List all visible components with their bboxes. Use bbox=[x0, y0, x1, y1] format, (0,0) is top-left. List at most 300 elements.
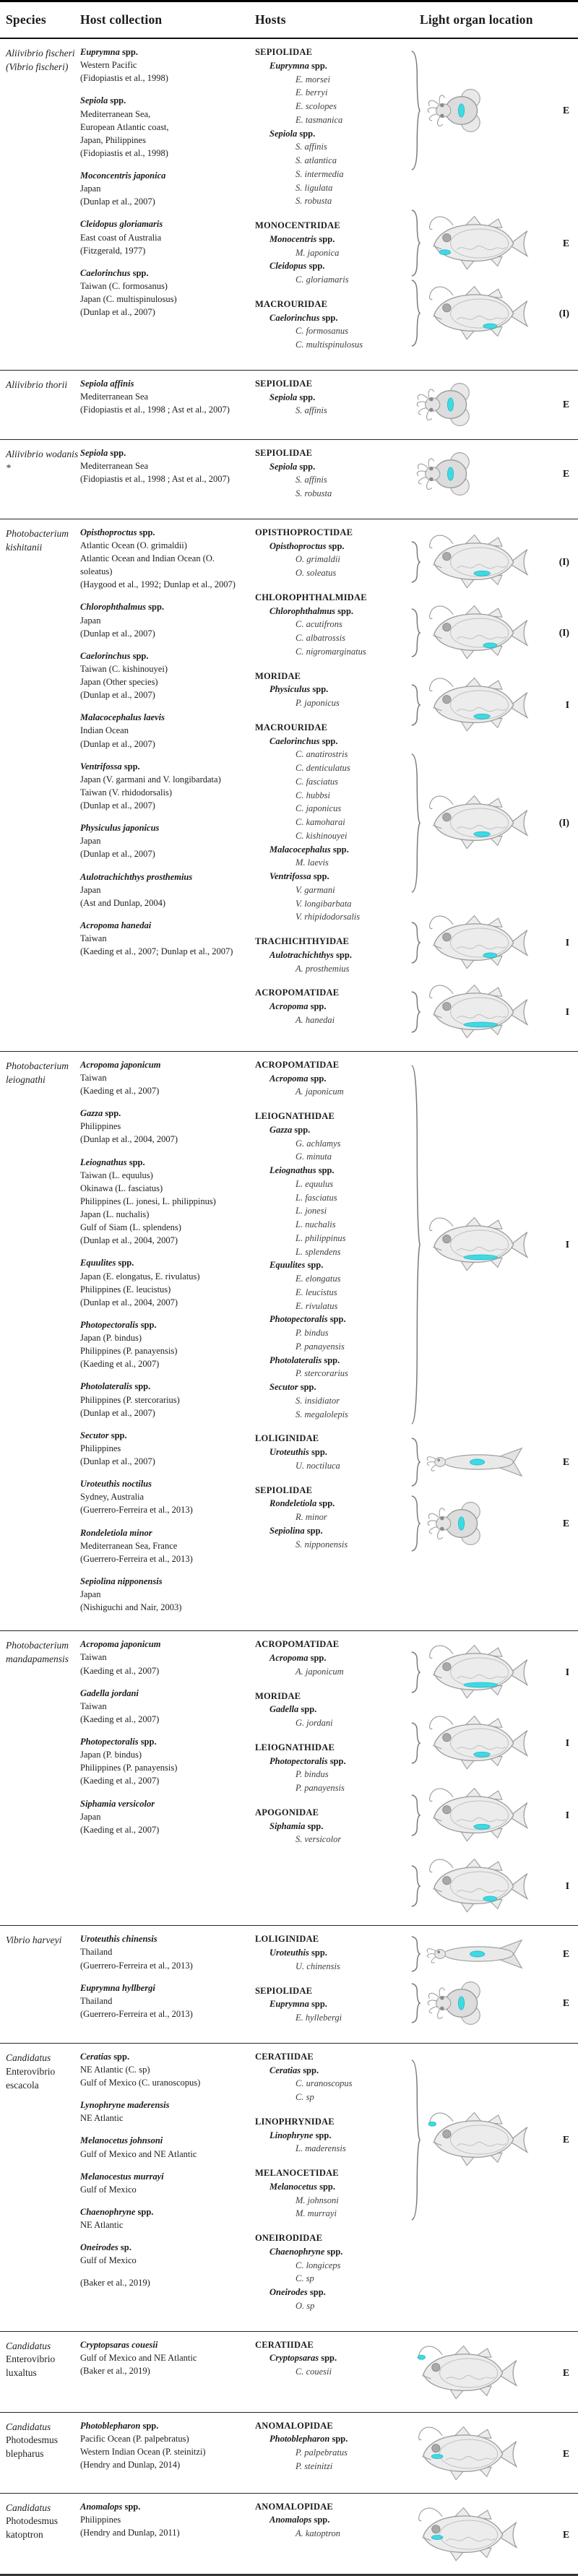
collection-detail-line: Japan bbox=[80, 836, 101, 847]
light-organ-type-label: E bbox=[562, 2447, 569, 2459]
bracket-icon bbox=[410, 1935, 420, 1973]
genus-name-line bbox=[255, 1946, 408, 1960]
genus-suffix: spp. bbox=[319, 312, 338, 323]
collection-detail-line: (Hendry and Dunlap, 2014) bbox=[80, 2459, 181, 2470]
fish-icon bbox=[424, 601, 531, 665]
collection-detail-line: Taiwan (C. formosanus) bbox=[80, 280, 168, 291]
species-name-line: Photodesmus bbox=[6, 2434, 59, 2446]
collection-detail-line: Philippines (P. panayensis) bbox=[80, 1763, 178, 1773]
light-organ-type-label: E bbox=[562, 1517, 569, 1529]
collection-name-line bbox=[80, 526, 248, 539]
fish-icon bbox=[424, 791, 531, 855]
collection-detail-line: (Kaeding et al., 2007) bbox=[80, 1713, 160, 1724]
genus-name-line bbox=[255, 1755, 408, 1768]
host-collection-entry bbox=[80, 1735, 255, 1788]
genus-suffix: spp. bbox=[327, 1314, 346, 1325]
species-name-line: katoptron bbox=[6, 2529, 43, 2541]
collection-detail-line: Japan bbox=[80, 1811, 101, 1822]
fish-icon bbox=[413, 2503, 520, 2567]
genus-name-line bbox=[255, 1072, 408, 1086]
host-species-line: L. maderensis bbox=[296, 2143, 346, 2154]
light-organ-entry bbox=[410, 2503, 575, 2567]
collection-detail-line: (Kaeding et al., 2007) bbox=[80, 1086, 160, 1096]
fish-illustration bbox=[424, 1213, 531, 1276]
host-family-block bbox=[255, 219, 408, 287]
bracket-icon bbox=[410, 1437, 420, 1487]
host-species-line: S. megalolepis bbox=[296, 1409, 348, 1419]
hosts-cell bbox=[255, 2338, 408, 2405]
host-family-block bbox=[255, 2166, 408, 2221]
host-species-line: M. murrayi bbox=[296, 2208, 337, 2219]
host-species-line: G. achlamys bbox=[296, 1138, 341, 1149]
bobtail-squid-illustration bbox=[413, 449, 480, 498]
host-group-bracket bbox=[410, 1495, 420, 1552]
host-family-block bbox=[255, 2231, 408, 2313]
host-collection-entry bbox=[80, 2170, 255, 2196]
host-collection-entry bbox=[80, 2134, 255, 2160]
collection-genus: Rondeletiola minor bbox=[80, 1527, 152, 1538]
host-collection-cell bbox=[80, 2419, 255, 2486]
host-collection-entry bbox=[80, 711, 255, 750]
species-name-cell bbox=[6, 1638, 80, 1918]
genus-suffix: spp. bbox=[305, 1820, 324, 1831]
light-organ-cell bbox=[408, 377, 575, 432]
collection-name-line bbox=[80, 94, 248, 107]
collection-suffix: spp. bbox=[111, 2051, 130, 2062]
host-species-line: R. minor bbox=[296, 1512, 327, 1522]
bobtail-squid-icon bbox=[424, 86, 491, 135]
host-collection-entry bbox=[80, 267, 255, 319]
host-species-line: U. chinensis bbox=[296, 1961, 340, 1971]
collection-detail-line: Gulf of Mexico and NE Atlantic bbox=[80, 2148, 197, 2159]
genus-suffix: spp. bbox=[319, 735, 338, 746]
collection-detail-line: Taiwan bbox=[80, 1652, 107, 1663]
genus-name-line bbox=[255, 2180, 408, 2194]
collection-genus: Acropoma japonicum bbox=[80, 1059, 161, 1070]
species-name-line: Photodesmus bbox=[6, 2515, 59, 2527]
host-species-line: P. palpebratus bbox=[296, 2447, 348, 2458]
genus-suffix: spp. bbox=[308, 1073, 327, 1084]
collection-detail-line: (Dunlap et al., 2004, 2007) bbox=[80, 1297, 178, 1308]
genus-name-line bbox=[255, 843, 408, 857]
collection-detail-line: (Dunlap et al., 2007) bbox=[80, 690, 155, 701]
collection-genus: Acropoma japonicum bbox=[80, 1639, 161, 1650]
fish-illustration bbox=[424, 1854, 531, 1918]
collection-genus: Moconcentris japonica bbox=[80, 170, 166, 181]
genus-suffix: spp. bbox=[308, 1001, 327, 1011]
host-family-block bbox=[255, 2115, 408, 2156]
collection-name-line bbox=[80, 267, 248, 280]
collection-detail-line: Japan bbox=[80, 1589, 101, 1599]
collection-name-line bbox=[80, 1429, 248, 1442]
collection-detail-line: Taiwan (L. equulus) bbox=[80, 1170, 153, 1180]
host-family-block bbox=[255, 1638, 408, 1678]
fish-illustration bbox=[424, 1641, 531, 1704]
host-family-block bbox=[255, 670, 408, 710]
species-name-line: Candidatus bbox=[6, 2421, 51, 2432]
host-species-line: A. japonicum bbox=[296, 1666, 344, 1677]
host-species-line: C. nigromarginatus bbox=[296, 646, 366, 657]
species-name-cell bbox=[6, 1058, 80, 1624]
collection-detail-line: (Fitzgerald, 1977) bbox=[80, 245, 146, 256]
family-name: OPISTHOPROCTIDAE bbox=[255, 527, 353, 537]
light-organ-type-label: I bbox=[565, 1737, 569, 1749]
genus-name-line bbox=[255, 59, 408, 73]
collection-name-line bbox=[80, 1318, 248, 1331]
genus-suffix: spp. bbox=[298, 1382, 316, 1392]
collection-genus: Oneirodes bbox=[80, 2242, 118, 2253]
host-group-bracket bbox=[410, 921, 420, 964]
host-species-line: C. kishinouyei bbox=[296, 830, 348, 841]
collection-name-line bbox=[80, 1638, 248, 1651]
host-species-line: U. noctiluca bbox=[296, 1460, 340, 1471]
host-collection-entry bbox=[80, 2276, 255, 2289]
collection-detail-line: (Dunlap et al., 2007) bbox=[80, 1456, 155, 1466]
host-collection-cell bbox=[80, 1638, 255, 1918]
collection-name-line bbox=[80, 1687, 248, 1700]
host-species-line: S. intermedia bbox=[296, 168, 344, 179]
collection-name-line bbox=[80, 711, 248, 724]
collection-name-line bbox=[80, 1575, 248, 1588]
genus-name: Sepiola bbox=[269, 128, 298, 139]
fish-illustration bbox=[413, 2422, 520, 2486]
host-group-bracket bbox=[410, 1794, 420, 1837]
collection-genus: Uroteuthis chinensis bbox=[80, 1934, 158, 1945]
collection-detail-line: Taiwan (V. rhidodorsalis) bbox=[80, 787, 172, 798]
fish-illustration bbox=[424, 1711, 531, 1775]
genus-name: Anomalops bbox=[269, 2515, 312, 2525]
collection-detail-line: Japan (P. bindus) bbox=[80, 1750, 142, 1760]
host-collection-entry bbox=[80, 46, 255, 85]
genus-suffix: spp. bbox=[311, 871, 329, 881]
host-species-line: G. minuta bbox=[296, 1151, 332, 1162]
species-section bbox=[0, 2494, 578, 2575]
table-body bbox=[0, 39, 578, 2575]
genus-suffix: spp. bbox=[309, 1447, 327, 1457]
host-family-block bbox=[255, 1984, 408, 2025]
host-species-line: C. sp bbox=[296, 2092, 314, 2102]
collection-detail-line: Japan bbox=[80, 183, 101, 194]
collection-detail-line: Indian Ocean bbox=[80, 725, 129, 736]
collection-detail-line: Atlantic Ocean and Indian Ocean (O. bbox=[80, 553, 215, 563]
light-organ-type-label: E bbox=[562, 1997, 569, 2009]
host-species-line: L. jonesi bbox=[296, 1206, 327, 1216]
genus-name: Cryptopsaras bbox=[269, 2353, 319, 2364]
bracket-icon bbox=[410, 921, 420, 964]
host-collection-cell bbox=[80, 2500, 255, 2567]
fish-illustration bbox=[413, 2341, 520, 2405]
genus-name: Ventrifossa bbox=[269, 871, 311, 881]
light-organ-entry bbox=[410, 209, 575, 277]
light-organ-type-label: E bbox=[562, 2528, 569, 2540]
fish-icon bbox=[424, 980, 531, 1044]
genus-name-line bbox=[255, 1313, 408, 1326]
host-group-bracket bbox=[410, 2059, 420, 2221]
collection-suffix: spp. bbox=[119, 47, 138, 57]
loliginid-squid-icon bbox=[424, 1935, 524, 1973]
col-header-hosts: Hosts bbox=[255, 12, 286, 27]
genus-suffix: spp. bbox=[335, 605, 354, 616]
collection-detail-line: Thailand bbox=[80, 1995, 113, 2006]
collection-detail-line: (Guerrero-Ferreira et al., 2013) bbox=[80, 1505, 193, 1516]
genus-suffix: spp. bbox=[316, 233, 335, 244]
fish-illustration bbox=[413, 2503, 520, 2567]
collection-genus: Gazza bbox=[80, 1108, 103, 1119]
host-species-line: C. gloriamaris bbox=[296, 275, 349, 285]
host-collection-cell bbox=[80, 1932, 255, 2036]
family-name: LOLIGINIDAE bbox=[255, 1934, 319, 1945]
family-name: LINOPHRYNIDAE bbox=[255, 2116, 335, 2127]
collection-genus: Photolateralis bbox=[80, 1381, 133, 1392]
genus-name: Melanocetus bbox=[269, 2181, 317, 2192]
genus-suffix: spp. bbox=[292, 1124, 311, 1135]
species-name-line: mandapamensis bbox=[6, 1654, 69, 1665]
host-species-line: L. equulus bbox=[296, 1178, 334, 1189]
host-species-line: A. hanedai bbox=[296, 1014, 335, 1025]
light-organ-type-label: I bbox=[565, 936, 569, 948]
genus-suffix: spp. bbox=[309, 60, 327, 71]
collection-detail-line: Taiwan (C. kishinouyei) bbox=[80, 663, 168, 674]
collection-detail-line: Philippines bbox=[80, 1443, 121, 1453]
species-name-line: blepharus bbox=[6, 2448, 44, 2460]
host-collection-entry bbox=[80, 1687, 255, 1726]
collection-genus: Euprymna hyllbergi bbox=[80, 1982, 155, 1993]
collection-name-line bbox=[80, 2050, 248, 2063]
genus-name: Cleidopus bbox=[269, 261, 307, 272]
host-species-line: E. tasmanica bbox=[296, 114, 343, 125]
collection-detail-line: (Kaeding et al., 2007) bbox=[80, 1359, 160, 1370]
family-name: LEIOGNATHIDAE bbox=[255, 1742, 335, 1752]
light-organ-cell bbox=[408, 446, 575, 511]
genus-name-line bbox=[255, 2286, 408, 2299]
light-organ-type-label: I bbox=[565, 1238, 569, 1250]
bracket-icon bbox=[410, 683, 420, 727]
collection-name-line bbox=[80, 2099, 248, 2112]
collection-detail-line: NE Atlantic bbox=[80, 2220, 124, 2230]
host-species-line: S. affinis bbox=[296, 475, 327, 485]
collection-detail-line: Pacific Ocean (P. palpebratus) bbox=[80, 2433, 189, 2444]
host-collection-cell bbox=[80, 46, 255, 363]
genus-suffix: spp. bbox=[297, 392, 316, 402]
genus-name-line bbox=[255, 460, 408, 474]
genus-name: Euprymna bbox=[269, 1999, 309, 2010]
collection-detail-line: Gulf of Mexico (C. uranoscopus) bbox=[80, 2078, 201, 2088]
collection-genus: Acropoma hanedai bbox=[80, 920, 152, 930]
host-family-block bbox=[255, 446, 408, 501]
genus-name-line bbox=[255, 2351, 408, 2365]
collection-detail-line: Okinawa (L. fasciatus) bbox=[80, 1183, 163, 1193]
host-species-line: C. formosanus bbox=[296, 326, 348, 337]
genus-name-line bbox=[255, 1354, 408, 1367]
bracket-icon bbox=[410, 1651, 420, 1694]
collection-detail-line: Philippines bbox=[80, 2514, 121, 2525]
collection-genus: Leiognathus bbox=[80, 1157, 127, 1167]
fish-icon bbox=[424, 911, 531, 974]
collection-detail-line: (Haygood et al., 1992; Dunlap et al., 2007) bbox=[80, 579, 236, 590]
genus-name-line bbox=[255, 127, 408, 141]
collection-detail-line: Philippines bbox=[80, 1121, 121, 1132]
host-species-line: C. japonicus bbox=[296, 803, 342, 814]
genus-name-line bbox=[255, 1997, 408, 2011]
genus-name: Rondeletiola bbox=[269, 1498, 317, 1509]
fish-icon bbox=[413, 2341, 520, 2405]
host-species-line: C. uranoscopus bbox=[296, 2078, 353, 2089]
hosts-cell bbox=[255, 446, 408, 511]
collection-name-line bbox=[80, 2241, 248, 2254]
collection-suffix: spp. bbox=[138, 1319, 157, 1330]
collection-detail-line: Mediterranean Sea, bbox=[80, 108, 151, 119]
light-organ-entry bbox=[410, 1495, 575, 1552]
family-name: LEIOGNATHIDAE bbox=[255, 1111, 335, 1121]
squid-illustration bbox=[424, 1443, 524, 1481]
family-name: ACROPOMATIDAE bbox=[255, 1059, 340, 1070]
host-family-block bbox=[255, 298, 408, 352]
host-collection-entry bbox=[80, 94, 255, 160]
host-collection-cell bbox=[80, 2050, 255, 2324]
fish-illustration bbox=[424, 601, 531, 665]
collection-genus: Chlorophthalmus bbox=[80, 602, 147, 613]
host-collection-entry bbox=[80, 1429, 255, 1468]
light-organ-entry bbox=[410, 1711, 575, 1775]
host-species-line: C. albatrossis bbox=[296, 633, 346, 643]
host-collection-entry bbox=[80, 1981, 255, 2020]
host-species-line: P. japonicus bbox=[296, 698, 340, 708]
genus-suffix: spp. bbox=[309, 1999, 327, 2010]
collection-detail-line: Japan (C. multispinulosus) bbox=[80, 294, 177, 304]
light-organ-type-label: (I) bbox=[558, 307, 569, 319]
collection-detail-line: (Dunlap et al., 2004, 2007) bbox=[80, 1235, 178, 1246]
host-species-line: S. versicolor bbox=[296, 1834, 342, 1845]
light-organ-cell bbox=[408, 2419, 575, 2486]
collection-detail-line: (Dunlap et al., 2007) bbox=[80, 628, 155, 639]
collection-detail-line: (Fidopiastis et al., 1998) bbox=[80, 73, 168, 84]
species-name-cell bbox=[6, 446, 80, 511]
fish-illustration bbox=[424, 2108, 531, 2171]
collection-name-line bbox=[80, 169, 248, 182]
collection-detail-line: (Nishiguchi and Nair, 2003) bbox=[80, 1602, 182, 1613]
collection-detail-line: (Dunlap et al., 2007) bbox=[80, 800, 155, 811]
host-species-line: S. insidiator bbox=[296, 1395, 340, 1406]
host-group-bracket bbox=[410, 608, 420, 658]
host-species-line: V. rhipidodorsalis bbox=[296, 912, 361, 922]
genus-suffix: spp. bbox=[297, 461, 316, 472]
fish-illustration bbox=[424, 1784, 531, 1847]
collection-genus: Siphamia versicolor bbox=[80, 1798, 155, 1809]
host-collection-entry bbox=[80, 2419, 255, 2472]
genus-name-line bbox=[255, 948, 408, 962]
fish-illustration bbox=[424, 791, 531, 855]
genus-name-line bbox=[255, 233, 408, 246]
genus-name: Acropoma bbox=[269, 1653, 309, 1663]
collection-detail-line: (Guerrero-Ferreira et al., 2013) bbox=[80, 1553, 193, 1564]
family-name: SEPIOLIDAE bbox=[255, 447, 313, 458]
collection-detail-line: Japan bbox=[80, 615, 101, 626]
host-group-bracket bbox=[410, 1064, 420, 1425]
hosts-cell bbox=[255, 46, 408, 363]
table-bottom-rule bbox=[0, 2575, 578, 2576]
light-organ-entry bbox=[410, 1784, 575, 1847]
host-collection-entry bbox=[80, 1526, 255, 1565]
light-organ-cell bbox=[408, 526, 575, 1044]
family-name: TRACHICHTHYIDAE bbox=[255, 936, 350, 946]
genus-name-line bbox=[255, 311, 408, 325]
genus-name: Acropoma bbox=[269, 1001, 309, 1011]
collection-detail-line: (Ast and Dunlap, 2004) bbox=[80, 897, 166, 908]
collection-genus: Uroteuthis noctilus bbox=[80, 1479, 152, 1490]
family-name: MORIDAE bbox=[255, 670, 301, 681]
genus-name-line bbox=[255, 1651, 408, 1665]
light-organ-entry bbox=[410, 50, 575, 171]
collection-detail-line: Philippines (P. stercorarius) bbox=[80, 1394, 180, 1405]
hosts-cell bbox=[255, 2419, 408, 2486]
host-family-block bbox=[255, 1932, 408, 1973]
host-group-bracket bbox=[410, 540, 420, 584]
species-name-line: Candidatus bbox=[6, 2502, 51, 2513]
genus-suffix: spp. bbox=[326, 540, 345, 551]
host-species-line: S. affinis bbox=[296, 142, 327, 152]
bracket-icon bbox=[410, 1721, 420, 1765]
collection-detail-line: Japan (E. elongatus, E. rivulatus) bbox=[80, 1271, 200, 1281]
bracket-icon bbox=[410, 753, 420, 894]
light-organ-entry bbox=[410, 530, 575, 594]
hosts-cell bbox=[255, 526, 408, 1044]
genus-suffix: spp. bbox=[327, 1755, 346, 1766]
collection-detail-line: Philippines (L. jonesi, L. philippinus) bbox=[80, 1196, 216, 1206]
genus-name: Opisthoproctus bbox=[269, 540, 327, 551]
loliginid-squid-icon bbox=[424, 1443, 524, 1481]
fish-icon bbox=[424, 530, 531, 594]
genus-name: Photoblepharon bbox=[269, 2434, 330, 2445]
genus-name-line bbox=[255, 391, 408, 405]
species-name-cell bbox=[6, 2050, 80, 2324]
collection-detail-line: (Baker et al., 2019) bbox=[80, 2365, 150, 2376]
collection-name-line bbox=[80, 1477, 248, 1490]
collection-suffix: spp. bbox=[103, 1108, 121, 1119]
host-collection-entry bbox=[80, 169, 255, 208]
bobtail-squid-illustration bbox=[424, 1499, 491, 1548]
host-collection-entry bbox=[80, 2205, 255, 2231]
collection-detail-line: Mediterranean Sea bbox=[80, 460, 149, 471]
fish-icon bbox=[424, 1641, 531, 1704]
collection-name-line bbox=[80, 2419, 248, 2432]
collection-suffix: spp. bbox=[130, 267, 149, 278]
host-collection-entry bbox=[80, 1575, 255, 1614]
bracket-icon bbox=[410, 1794, 420, 1837]
host-family-block bbox=[255, 1484, 408, 1552]
host-species-line: E. morsei bbox=[296, 74, 330, 85]
host-collection-entry bbox=[80, 1318, 255, 1371]
species-name-line: kishitanii bbox=[6, 541, 43, 553]
light-organ-type-label: (I) bbox=[558, 817, 569, 829]
host-species-line: S. robusta bbox=[296, 196, 332, 207]
species-section bbox=[0, 2413, 578, 2494]
light-organ-type-label: I bbox=[565, 1810, 569, 1821]
species-name-line: Aliivibrio fischeri bbox=[6, 48, 75, 59]
genus-name: Chaenophryne bbox=[269, 2246, 325, 2257]
family-name: APOGONIDAE bbox=[255, 1807, 319, 1818]
collection-suffix: spp. bbox=[121, 761, 140, 771]
collection-detail-line: (Kaeding et al., 2007; Dunlap et al., 2007) bbox=[80, 946, 233, 957]
collection-genus: Cleidopus gloriamaris bbox=[80, 219, 163, 230]
light-organ-entry bbox=[410, 601, 575, 665]
collection-detail-line: Philippines (P. panayensis) bbox=[80, 1346, 178, 1357]
host-family-block bbox=[255, 986, 408, 1026]
collection-detail-line: (Dunlap et al., 2007) bbox=[80, 1407, 155, 1418]
bobtail-squid-icon bbox=[424, 1499, 491, 1548]
host-collection-entry bbox=[80, 2241, 255, 2267]
bobtail-squid-icon bbox=[413, 449, 480, 498]
genus-name: Sepiolina bbox=[269, 1525, 305, 1536]
